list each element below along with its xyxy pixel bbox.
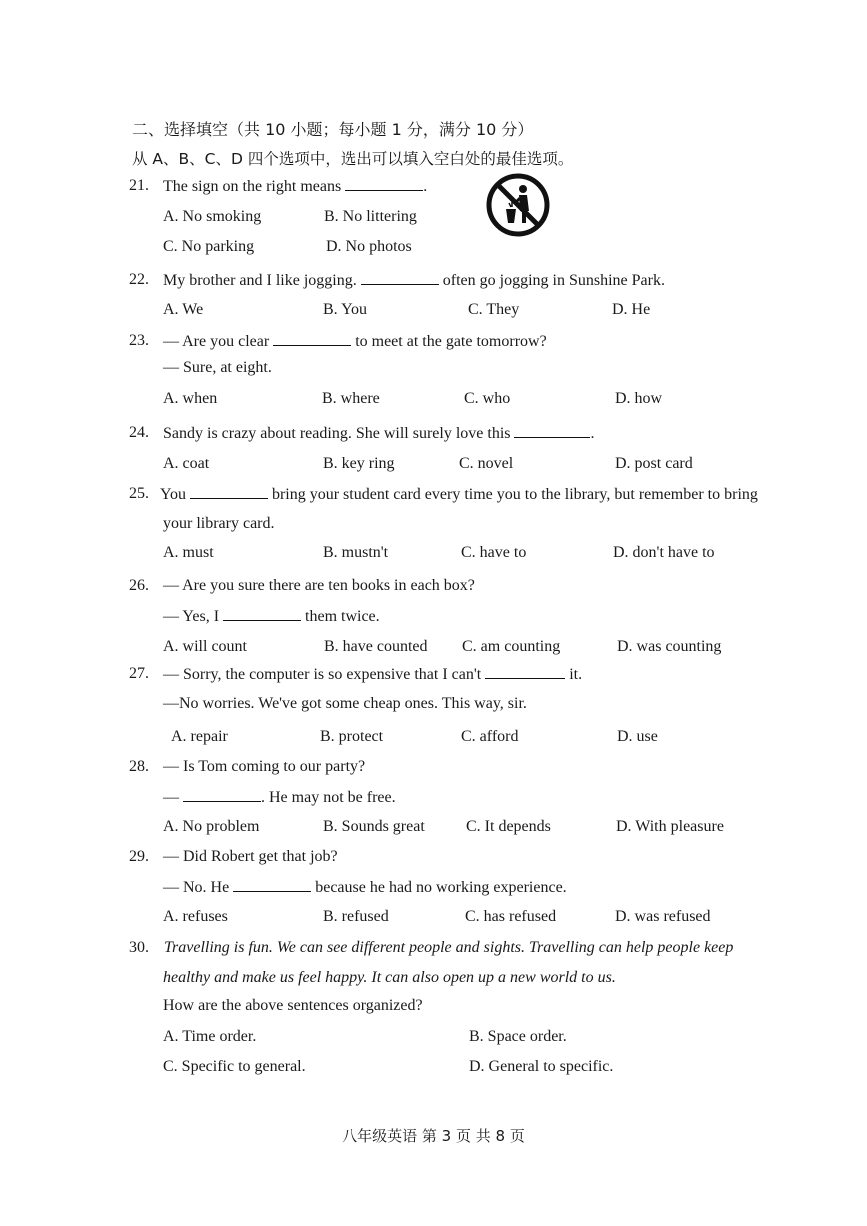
option-b[interactable]: B. key ring [323,455,395,472]
option-a[interactable]: A. Time order. [163,1028,257,1045]
option-c[interactable]: C. Specific to general. [163,1058,306,1075]
option-c[interactable]: C. have to [461,544,527,561]
question-text-line: your library card. [163,515,275,532]
answer-blank[interactable] [223,606,301,621]
answer-blank[interactable] [233,877,311,892]
question-text: — . He may not be free. [163,789,396,806]
question-text: The sign on the right means . [163,178,428,195]
option-c[interactable]: C. It depends [466,818,551,835]
question-number: 22. [129,271,149,288]
question-number: 27. [129,665,149,682]
option-c[interactable]: C. afford [461,728,519,745]
question-text-line: —No worries. We've got some cheap ones. This way, sir. [163,695,527,712]
option-a[interactable]: A. repair [171,728,228,745]
answer-blank[interactable] [273,331,351,346]
question-text: — Yes, I them twice. [163,608,380,625]
option-d[interactable]: D. With pleasure [616,818,724,835]
answer-blank[interactable] [514,423,590,438]
option-a[interactable]: A. coat [163,455,210,472]
question-number: 28. [129,758,149,775]
question-text: — No. He because he had no working experience. [163,879,567,896]
question-number: 21. [129,177,149,194]
question-text-line: How are the above sentences organized? [163,997,423,1014]
option-b[interactable]: B. have counted [324,638,428,655]
section-instruction: 从 A、B、C、D 四个选项中，选出可以填入空白处的最佳选项。 [132,150,574,168]
question-text-line: — Sure, at eight. [163,359,272,376]
option-a[interactable]: A. refuses [163,908,228,925]
question-number: 25. [129,485,149,502]
answer-blank[interactable] [361,270,439,285]
option-a[interactable]: A. No smoking [163,208,262,225]
option-c[interactable]: C. No parking [163,238,255,255]
option-b[interactable]: B. No littering [324,208,417,225]
option-b[interactable]: B. refused [323,908,389,925]
passage-line: Travelling is fun. We can see different people and sights. Travelling can help people keep [164,939,734,956]
option-d[interactable]: D. post card [615,455,693,472]
section-title: 二、选择填空（共 10 小题；每小题 1 分，满分 10 分） [132,120,534,139]
option-c[interactable]: C. They [468,301,520,318]
option-d[interactable]: D. use [617,728,658,745]
option-d[interactable]: D. was refused [615,908,711,925]
option-c[interactable]: C. novel [459,455,514,472]
question-text: My brother and I like jogging. often go jogging in Sunshine Park. [163,272,665,289]
question-text: You bring your student card every time you to the library, but remember to bring [160,486,758,503]
answer-blank[interactable] [190,484,268,499]
answer-blank[interactable] [485,664,565,679]
option-b[interactable]: B. Sounds great [323,818,425,835]
question-text: — Sorry, the computer is so expensive that I can't it. [163,666,583,683]
option-d[interactable]: D. He [612,301,651,318]
answer-blank[interactable] [183,787,261,802]
option-b[interactable]: B. mustn't [323,544,389,561]
option-c[interactable]: C. who [464,390,511,407]
option-a[interactable]: A. when [163,390,218,407]
question-text-line: — Are you sure there are ten books in each box? [163,577,475,594]
option-d[interactable]: D. No photos [326,238,412,255]
option-c[interactable]: C. has refused [465,908,557,925]
question-number: 30. [129,939,149,956]
option-c[interactable]: C. am counting [462,638,561,655]
option-d[interactable]: D. how [615,390,663,407]
option-b[interactable]: B. Space order. [469,1028,567,1045]
option-b[interactable]: B. where [322,390,380,407]
no-littering-sign-icon [486,173,550,237]
page-footer: 八年级英语 第 3 页 共 8 页 [342,1127,525,1145]
option-a[interactable]: A. We [163,301,204,318]
question-text-line: — Did Robert get that job? [163,848,338,865]
option-d[interactable]: D. don't have to [613,544,715,561]
option-b[interactable]: B. protect [320,728,384,745]
option-d[interactable]: D. was counting [617,638,722,655]
option-b[interactable]: B. You [323,301,368,318]
question-number: 24. [129,424,149,441]
answer-blank[interactable] [345,176,423,191]
question-number: 29. [129,848,149,865]
option-d[interactable]: D. General to specific. [469,1058,614,1075]
question-text: Sandy is crazy about reading. She will surely love this . [163,425,595,442]
option-a[interactable]: A. No problem [163,818,260,835]
passage-line: healthy and make us feel happy. It can also open up a new world to us. [163,969,616,986]
option-a[interactable]: A. will count [163,638,247,655]
question-number: 26. [129,577,149,594]
question-number: 23. [129,332,149,349]
option-a[interactable]: A. must [163,544,214,561]
question-text-line: — Is Tom coming to our party? [163,758,366,775]
question-text: — Are you clear to meet at the gate tomorrow? [163,333,547,350]
